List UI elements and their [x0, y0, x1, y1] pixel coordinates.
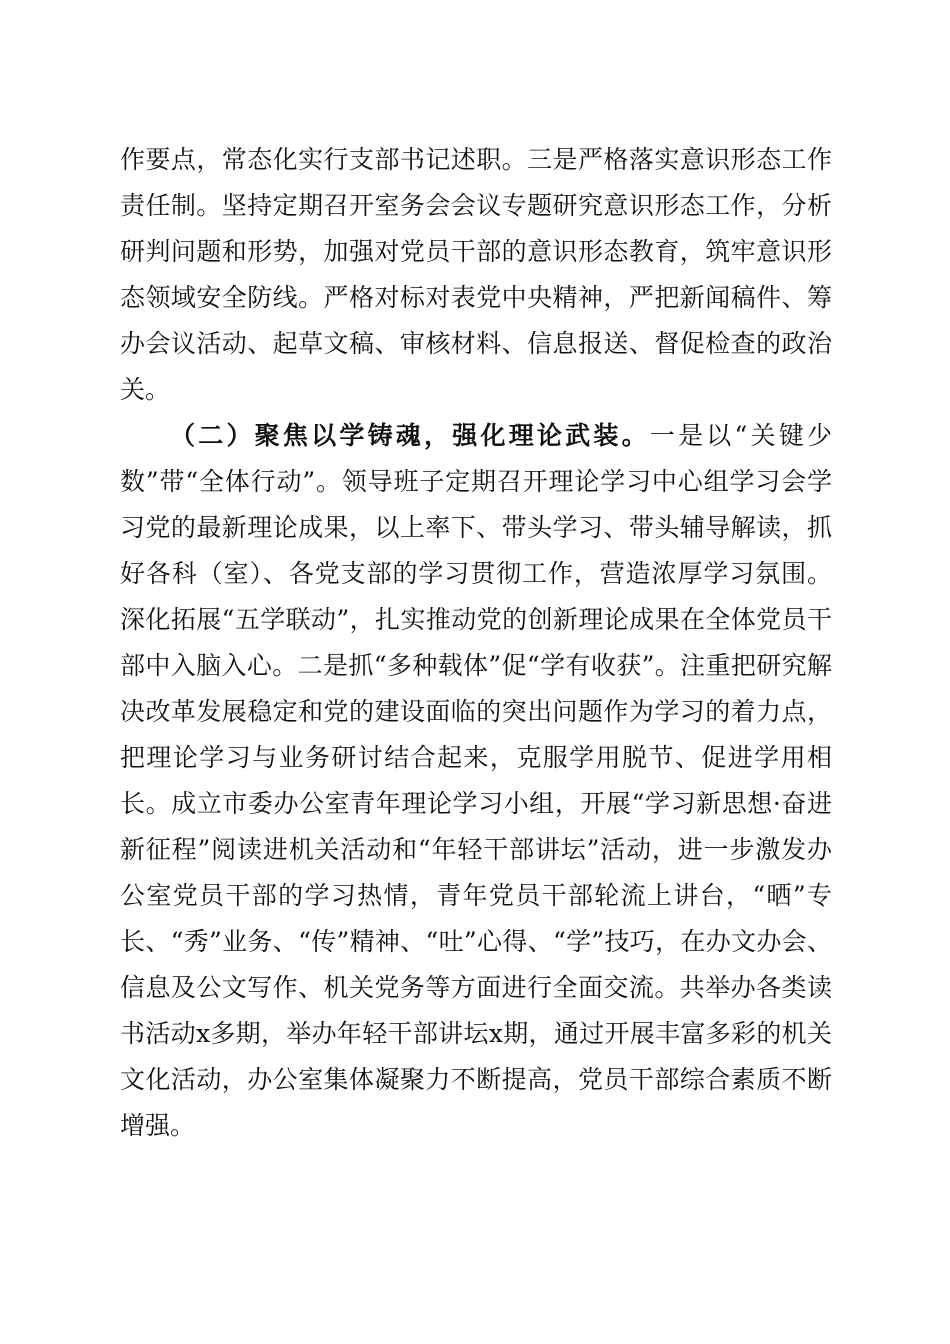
paragraph-text: 一是以“关键少数”带“全体行动”。领导班子定期召开理论学习中心组学习会学习党的最新理论成果，以上率下、带头学习、带头辅导解读，抓好各科（室）、各党支部的学习贯彻工作，营造浓厚学习氛围。深化拓展“五学联动”，扎实推动党的创新理论成果在全体党员干部中入脑入心。二是抓“多种载体”促“学有收获”。注重把研究解决改革发展稳定和党的建设面临的突出问题作为学习的着力点，把理论学习与业务研讨结合起来，克服学用脱节、促进学用相长。成立市委办公室青年理论学习小组，开展“学习新思想·奋进新征程”阅读进机关活动和“年轻干部讲坛”活动，进一步激发办公室党员干部的学习热情，青年党员干部轮流上讲台，“晒”专长、“秀”业务、“传”精神、“吐”心得、“学”技巧，在办文办会、信息及公文写作、机关党务等方面进行全面交流。共举办各类读书活动x多期，举办年轻干部讲坛x期，通过开展丰富多彩的机关文化活动，办公室集体凝聚力不断提高，党员干部综合素质不断增强。 [120, 421, 832, 1140]
paragraph-text: 作要点，常态化实行支部书记述职。三是严格落实意识形态工作责任制。坚持定期召开室务会会议专题研究意识形态工作，分析研判问题和形势，加强对党员干部的意识形态教育，筑牢意识形态领域安全防线。严格对标对表党中央精神，严把新闻稿件、筹办会议活动、起草文稿、审核材料、信息报送、督促检查的政治关。 [120, 145, 832, 404]
paragraph-section-two [120, 413, 832, 1149]
paragraph-continued [120, 137, 832, 413]
section-heading: （二）聚焦以学铸魂，强化理论武装。 [170, 421, 650, 450]
document-body [120, 137, 832, 1149]
